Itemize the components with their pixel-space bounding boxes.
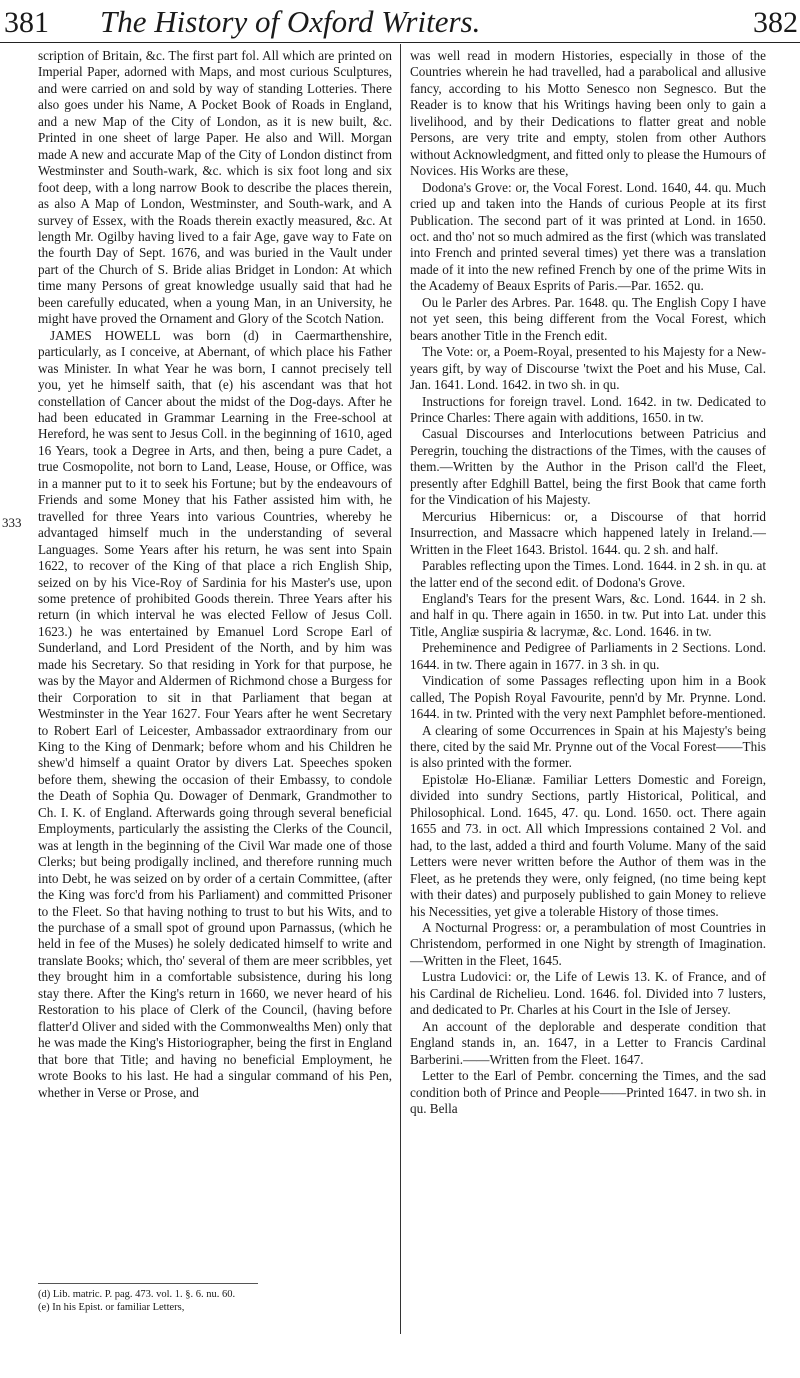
paragraph: Dodona's Grove: or, the Vocal Forest. Lond. 1640, 44. qu. Much cried up and taken into the Hands of curious People at its first Publication. The second part of it was printed at Lond. in 1650. oct. and tho' not so much admired as the first (which was translated into French and printed several times) yet there was a translation made of it into the new refined French by one of the prime Wits in the Academy of Beaux Esprits of Paris.—Par. 1652. qu. [410,179,766,294]
column-divider [400,44,401,1334]
page-number-right: 382 [753,6,798,39]
paragraph: An account of the deplorable and desperate condition that England stands in, an. 1647, in a Letter to Francis Cardinal Barberini.——Written from the Fleet. 1647. [410,1018,766,1067]
left-column [38,48,392,1278]
footnote-e: (e) In his Epist. or familiar Letters, [38,1302,185,1313]
entry-margin-number: 333 [2,515,22,530]
paragraph: scription of Britain, &c. The first part fol. All which are printed on Imperial Paper, adorned with Maps, and most curious Sculptures, and were carried on and sold by way of standing Lotteries. There also goes under his Name, A Pocket Book of Roads in England, and a new Map of the City of London, as it is new built, &c. Printed in one sheet of large Paper. He also and Will. Morgan made A new and accurate Map of the City of London distinct from Westminster and South-wark, &c. which is six foot long and six foot deep, with a long narrow Book to describe the places therein, as also A Map of London, Westminster, and South-wark, and A survey of Essex, with the Roads therein exactly measured, &c. At length Mr. Ogilby having lived to a fair Age, gave way to Fate on the fourth Day of Sept. 1676, and was buried in the Vault under part of the Church of S. Bride alias Bridget in London: At which time many Persons of great knowledge usually said that had he been carefully educated, when a young Man, in an University, he might have proved the Ornament and Glory of the Scotch Nation. [38,48,392,327]
paragraph: Casual Discourses and Interlocutions between Patricius and Peregrin, touching the distractions of the Times, with the causes of them.—Written by the Author in the Prison call'd the Fleet, presently after Edghill Battel, being the first Book that came forth for the Vindication of his Majesty. [410,426,766,508]
right-column [410,48,766,1336]
paragraph: England's Tears for the present Wars, &c. Lond. 1644. in 2 sh. and half in qu. There again in 1650. in tw. Put into Lat. under this Title, Angliæ suspiria & lacrymæ, &c. Lond. 1646. in tw. [410,590,766,639]
paragraph: was well read in modern Histories, especially in those of the Countries wherein he had travelled, had a parabolical and allusive fancy, according to his Motto Senesco non Segnesco. But the Reader is to know that his Writings having been only to gain a livelihood, and by their Dedications to flatter great and noble Persons, are very trite and empty, stolen from other Authors without Acknowledgment, and fitted only to please the Humours of Novices. His Works are these, [410,48,766,179]
page-header [0,0,800,42]
paragraph: JAMES HOWELL was born (d) in Caermarthenshire, particularly, as I conceive, at Abernant, of which place his Father was Minister. In what Year he was born, I cannot precisely tell you, yet he himself saith, that (e) his ascendant was that hot constellation of Cancer about the midst of the Dog-days. After he had been educated in Grammar Learning in the Free-school at Hereford, he was sent to Jesus Coll. in the beginning of 1610, aged 16 Years, took a Degree in Arts, and then, being a pure Cadet, a true Cosmopolite, not born to Land, Lease, House, or Office, was in a manner put to it to seek his Fortune; but by the endeavours of Friends and some Money that his Father assisted him with, he travelled for three Years into various Countries, whereby he advantaged himself much in the understanding of several Languages. Some Years after his return, he was sent into Spain 1622, to recover of the King of that place a rich English Ship, seized on by his Vice-Roy of Sardinia for his Master's use, upon some pretence of prohibited Goods therein. Three Years after his return (in which interval he was elected Fellow of Jesus Coll. 1623.) he was entertained by Emanuel Lord Scrope Earl of Sunderland, and Lord President of the North, and by him was made his Secretary. So that residing in York for that purpose, he was by the Mayor and Aldermen of Richmond chose a Burgess for their Corporation to sit in that Parliament that began at Westminster in the Year 1627. Four Years after he went Secretary to Robert Earl of Leicester, Ambassador extraordinary from our King to the King of Denmark; before whom and his Children he shew'd himself a quaint Orator by divers Lat. Speeches spoken before them, shewing the occasion of their Embassy, to condole the Death of Sophia Qu. Dowager of Denmark, Grandmother to Ch. I. K. of England. Afterwards going through several beneficial Employments, particularly the assisting the Clerks of the Council, was at length in the beginning of the Civil War made one of those Clerks; but being prodigally inclined, and therefore running much into Debt, he was seized on by order of a certain Committee, (after the King was forc'd from his Parliament) and committed Prisoner to the Fleet. So that having nothing to trust to but his Wits, and to the purchase of a small spot of ground upon Parnassus, (which he held in fee of the Muses) he solely dedicated himself to write and translate Books; which, tho' several of them are meer scribbles, yet they brought him in a comfortable subsistence, during his long stay there. After the King's return in 1660, we never heard of his Restoration to his place of Clerk of the Council, (having before flatter'd Oliver and sided with the Commonwealths Men) only that he was made the King's Historiographer, being the first in England that bore that Title; and having no beneficial Employment, he wrote Books to his last. He had a singular command of his Pen, whether in Verse or Prose, and [38,327,392,1100]
footnote-d: (d) Lib. matric. P. pag. 473. vol. 1. §. 6. nu. 60. [38,1289,236,1300]
header-rule [0,42,800,43]
paragraph: Epistolæ Ho-Elianæ. Familiar Letters Domestic and Foreign, divided into sundry Sections, partly Historical, Political, and Philosophical. Lond. 1645, 47. qu. Lond. 1650. oct. There again 1655 and 73. in oct. All which Impressions contained 2 Vol. and had, to the last, added a third and fourth Volume. Many of the said Letters were never written before the Author of them was in the Fleet, as he pretends they were, only feigned, (no time being kept with their dates) and purposely published to gain Money to relieve his Necessities, yet give a tolerable History of those times. [410,771,766,919]
paragraph: Lustra Ludovici: or, the Life of Lewis 13. K. of France, and of his Cardinal de Richelieu. Lond. 1646. fol. Divided into 7 lusters, and dedicated to Pr. Charles at his Court in the Isle of Jersey. [410,969,766,1018]
running-title: The History of Oxford Writers. [100,4,481,39]
paragraph: Preheminence and Pedigree of Parliaments in 2 Sections. Lond. 1644. in tw. There again in 1677. in 3 sh. in qu. [410,640,766,672]
page-number-left: 381 [4,6,49,39]
paragraph: Letter to the Earl of Pembr. concerning the Times, and the sad condition both of Prince and People——Printed 1647. in two sh. in qu. Bella [410,1068,766,1116]
paragraph: The Vote: or, a Poem-Royal, presented to his Majesty for a New-years gift, by way of Discourse 'twixt the Poet and his Muse, Cal. Jan. 1641. Lond. 1642. in two sh. in qu. [410,344,766,393]
paragraph: Instructions for foreign travel. Lond. 1642. in tw. Dedicated to Prince Charles: There again with additions, 1650. in tw. [410,393,766,425]
footnotes [38,1288,392,1314]
paragraph: Vindication of some Passages reflecting upon him in a Book called, The Popish Royal Favourite, penn'd by Mr. Prynne. Lond. 1644. in tw. Printed with the very next Pamphlet before-mentioned. [410,673,766,722]
paragraph: Ou le Parler des Arbres. Par. 1648. qu. The English Copy I have not yet seen, this being different from the Vocal Forest, which bears another Title in the French edit. [410,294,766,343]
footnote-rule [38,1283,258,1284]
paragraph: A clearing of some Occurrences in Spain at his Majesty's being there, cited by the said Mr. Prynne out of the Vocal Forest——This is also printed with the former. [410,722,766,771]
paragraph: Parables reflecting upon the Times. Lond. 1644. in 2 sh. in qu. at the latter end of the second edit. of Dodona's Grove. [410,558,766,590]
paragraph: Mercurius Hibernicus: or, a Discourse of that horrid Insurrection, and Massacre which happened lately in Ireland.—Written in the Fleet 1643. Bristol. 1644. qu. 2 sh. and half. [410,508,766,557]
paragraph: A Nocturnal Progress: or, a perambulation of most Countries in Christendom, performed in one Night by strength of Imagination.—Written in the Fleet, 1645. [410,920,766,968]
